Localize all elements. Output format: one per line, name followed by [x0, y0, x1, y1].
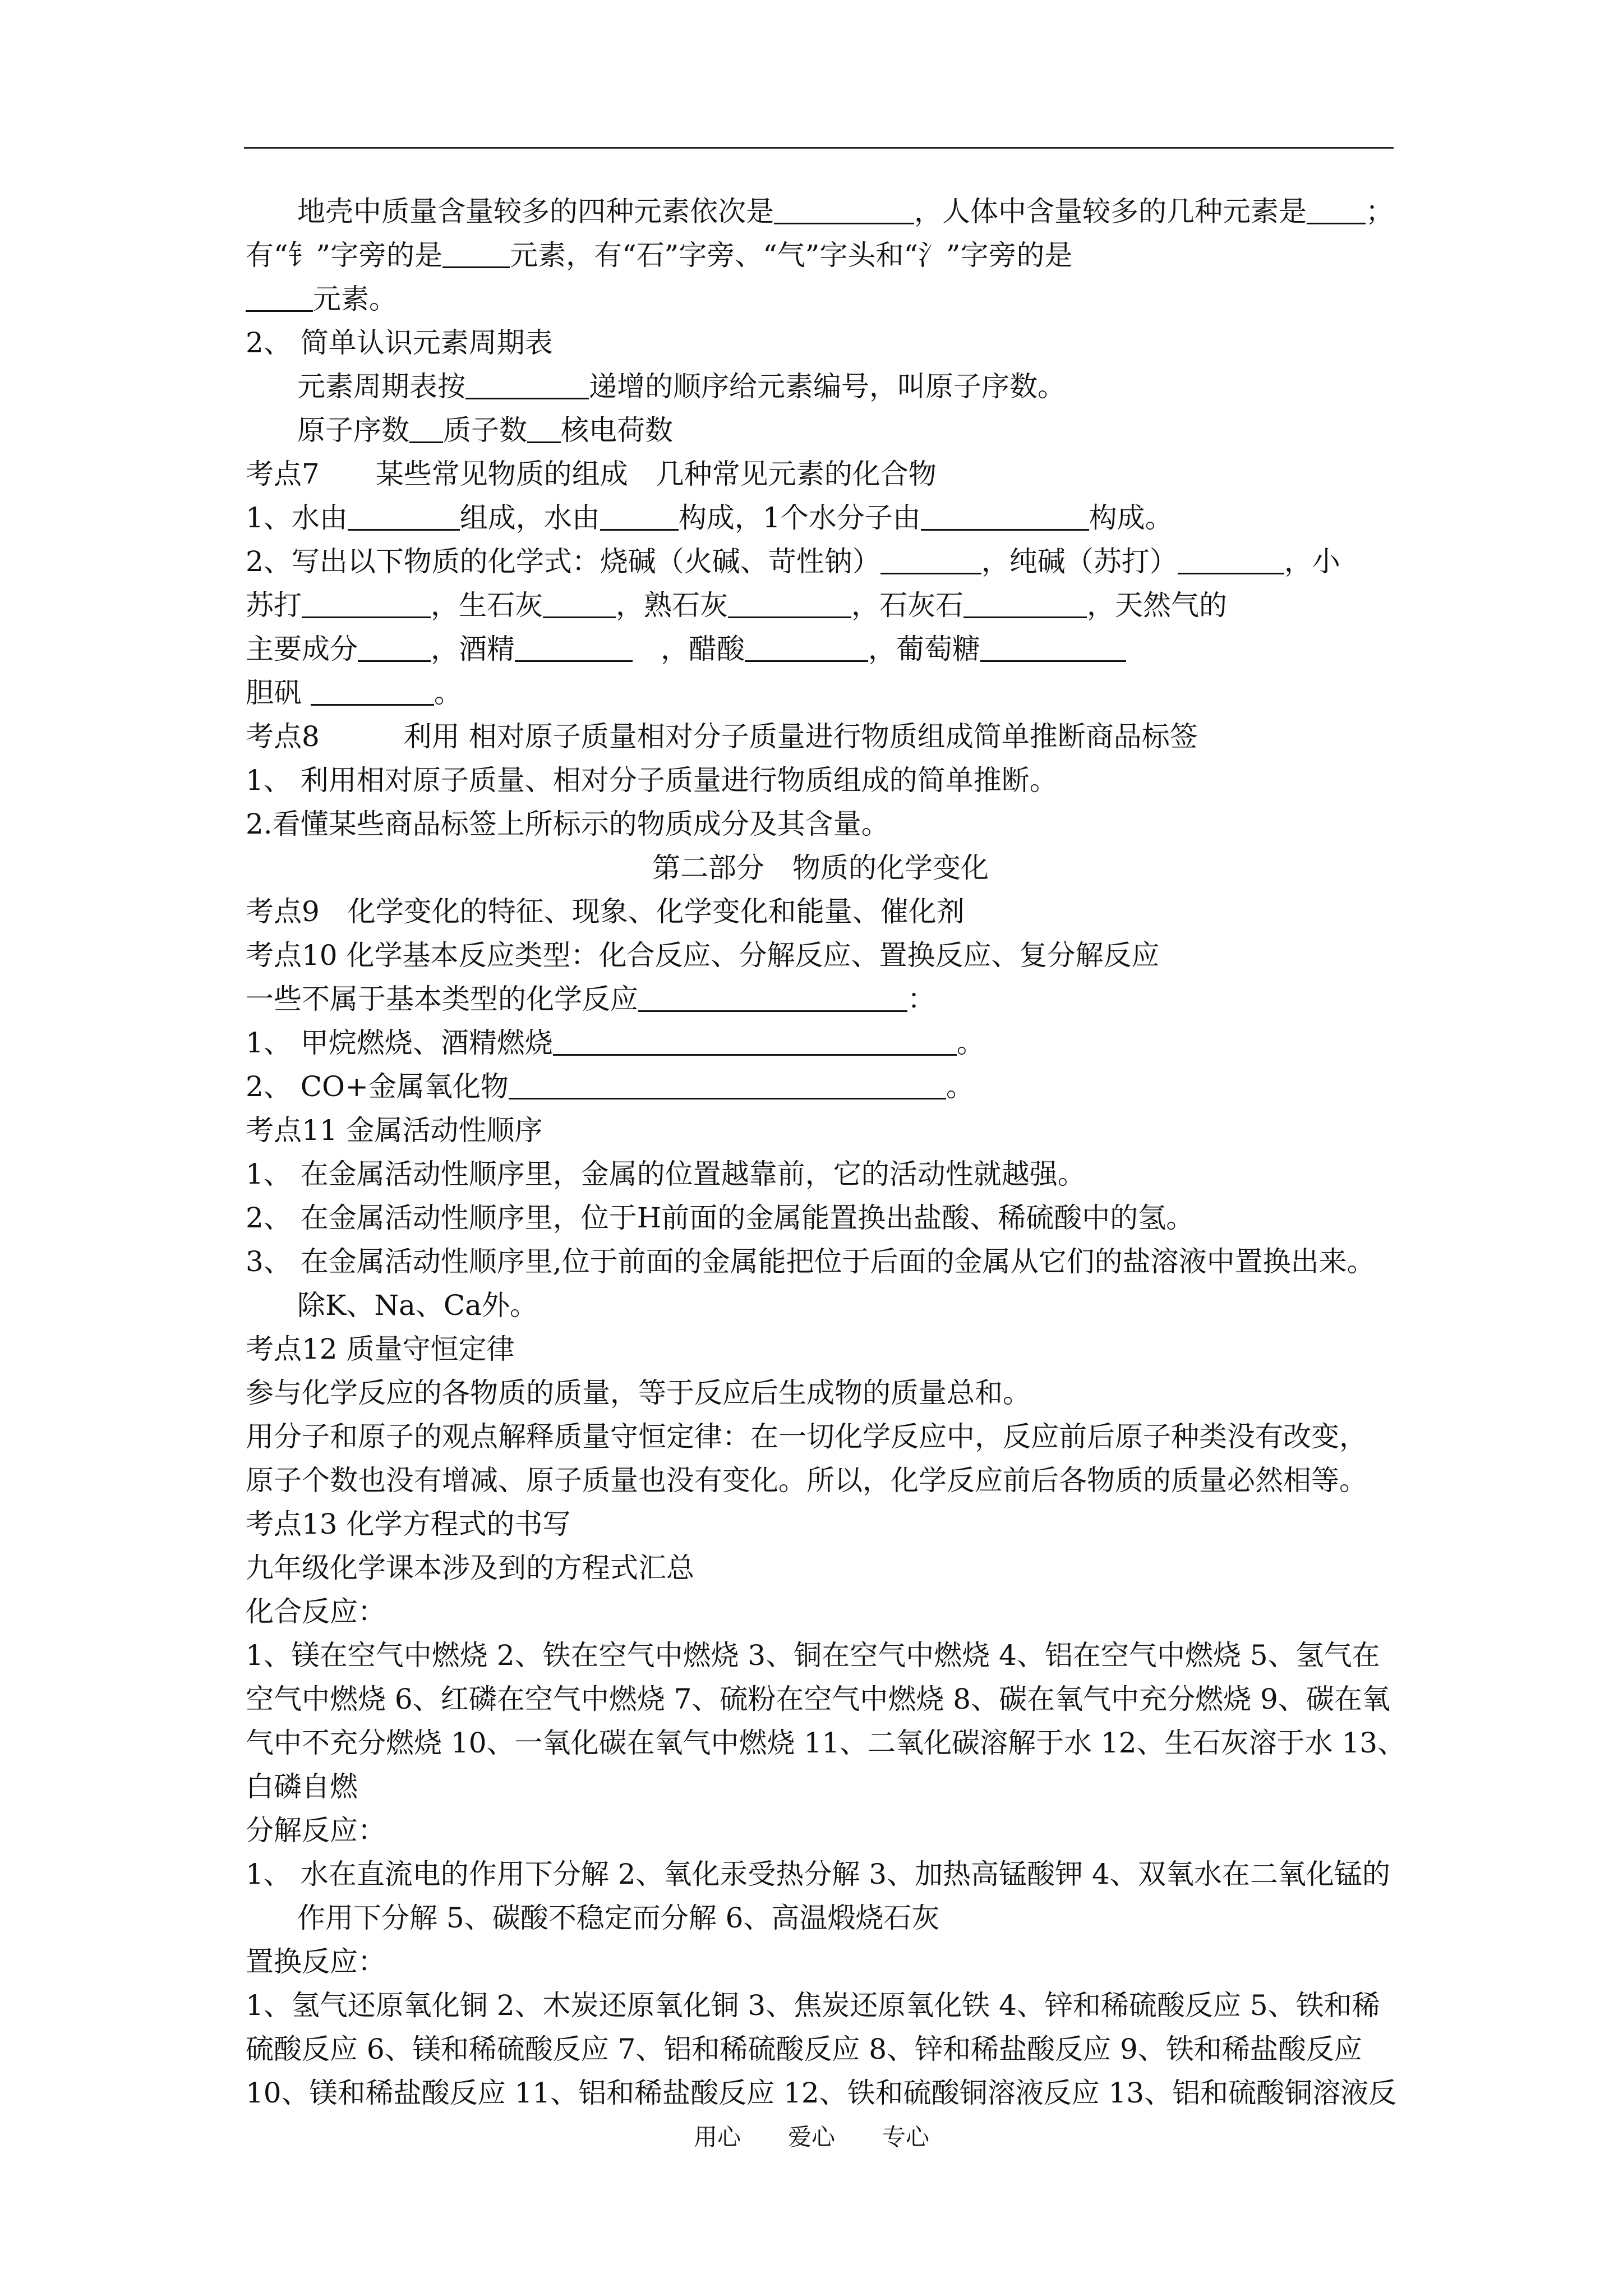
text-segment: 质子数: [443, 414, 527, 447]
text-line: [246, 890, 1395, 933]
text-segment: 白磷自燃: [246, 1770, 358, 1803]
fill-in-blank: [921, 501, 1089, 531]
text-segment: ，醋酸: [633, 633, 745, 665]
text-line: [246, 1502, 1395, 1546]
text-line: [246, 933, 1395, 977]
text-segment: 考点11 金属活动性顺序: [246, 1114, 543, 1147]
text-segment: ，纯碱（苏打）: [981, 545, 1178, 578]
text-line: [246, 190, 1395, 233]
text-line: [246, 1677, 1395, 1721]
text-segment: ：: [907, 983, 935, 1015]
text-line: [246, 1809, 1395, 1852]
text-segment: 参与化学反应的各物质的质量，等于反应后生成物的质量总和。: [246, 1377, 1031, 1409]
text-segment: 元素，有“石”字旁、“气”字头和“氵”字旁的是: [510, 239, 1073, 272]
fill-in-blank: [358, 632, 431, 662]
fill-in-blank: [509, 1070, 946, 1099]
text-line: [246, 802, 1395, 846]
text-line: [246, 1634, 1395, 1677]
header-rule: [244, 147, 1394, 149]
text-segment: 1、 甲烷燃烧、酒精燃烧: [246, 1027, 553, 1059]
text-line: [246, 846, 1395, 890]
text-line: [246, 408, 1395, 452]
text-line: [246, 2071, 1395, 2115]
fill-in-blank: [880, 545, 981, 574]
text-segment: 2.看懂某些商品标签上所标示的物质成分及其含量。: [246, 808, 889, 840]
text-segment: 原子序数: [297, 414, 409, 447]
text-segment: 1、 利用相对原子质量、相对分子质量进行物质组成的简单推断。: [246, 764, 1058, 797]
fill-in-blank: [553, 1026, 957, 1056]
text-segment: 空气中燃烧 6、红磷在空气中燃烧 7、硫粉在空气中燃烧 8、碳在氧气中充分燃烧 9、碳在氧: [246, 1683, 1390, 1715]
text-line: [246, 627, 1395, 671]
text-line: [246, 452, 1395, 496]
text-line: [246, 1327, 1395, 1371]
text-segment: 分解反应：: [246, 1814, 386, 1847]
text-line: [246, 1021, 1395, 1065]
text-line: [246, 977, 1395, 1021]
text-line: [246, 715, 1395, 758]
fill-in-blank: [1307, 195, 1366, 224]
fill-in-blank: [311, 676, 434, 706]
text-segment: ，小: [1284, 545, 1340, 578]
text-segment: 组成，水由: [459, 501, 600, 534]
text-segment: 。: [946, 1070, 974, 1103]
fill-in-blank: [745, 632, 868, 662]
page-footer: 用心 爱心 专心: [693, 2123, 929, 2151]
text-segment: 1、 水在直流电的作用下分解 2、氧化汞受热分解 3、加热高锰酸钾 4、双氧水在二氧化锰的: [246, 1858, 1390, 1890]
text-line: [246, 1152, 1395, 1196]
text-segment: 硫酸反应 6、镁和稀硫酸反应 7、铝和稀硫酸反应 8、锌和稀盐酸反应 9、铁和稀盐酸反应: [246, 2033, 1362, 2065]
text-segment: 构成，1个水分子由: [678, 501, 921, 534]
text-segment: 2、写出以下物质的化学式：烧碱（火碱、苛性钠）: [246, 545, 880, 578]
fill-in-blank: [1178, 545, 1284, 574]
text-segment: 2、 在金属活动性顺序里，位于H前面的金属能置换出盐酸、稀硫酸中的氢。: [246, 1202, 1195, 1234]
text-line: [246, 758, 1395, 802]
text-segment: 考点10 化学基本反应类型：化合反应、分解反应、置换反应、复分解反应: [246, 939, 1160, 972]
text-segment: 1、镁在空气中燃烧 2、铁在空气中燃烧 3、铜在空气中燃烧 4、铝在空气中燃烧 5、氢气在: [246, 1639, 1380, 1672]
text-line: [246, 1721, 1406, 1765]
text-segment: 递增的顺序给元素编号，叫原子序数。: [589, 370, 1066, 403]
text-segment: ，生石灰: [431, 589, 543, 622]
text-segment: ，熟石灰: [616, 589, 728, 622]
text-segment: 考点9 化学变化的特征、现象、化学变化和能量、催化剂: [246, 895, 965, 928]
text-line: [246, 1283, 1395, 1327]
text-segment: ，天然气的: [1087, 589, 1227, 622]
text-segment: ，人体中含量较多的几种元素是: [914, 195, 1307, 228]
fill-in-blank: [442, 238, 510, 268]
fill-in-blank: [348, 501, 460, 531]
fill-in-blank: [728, 588, 851, 618]
fill-in-blank: [600, 501, 679, 531]
fill-in-blank: [302, 588, 431, 618]
fill-in-blank: [246, 282, 313, 312]
fill-in-blank: [963, 588, 1087, 618]
text-line: [246, 1984, 1395, 2027]
text-segment: 10、镁和稀盐酸反应 11、铝和稀盐酸反应 12、铁和硫酸铜溶液反应 13、铝和硫酸铜溶液反: [246, 2077, 1397, 2109]
text-segment: 苏打: [246, 589, 302, 622]
text-line: [246, 365, 1395, 408]
text-segment: 有“钅”字旁的是: [246, 239, 443, 272]
text-segment: 第二部分 物质的化学变化: [652, 852, 989, 884]
fill-in-blank: [515, 632, 633, 662]
text-line: [246, 1852, 1395, 1896]
text-segment: 元素周期表按: [297, 370, 465, 403]
text-line: [246, 583, 1395, 627]
text-segment: ，石灰石: [851, 589, 963, 622]
text-segment: 1、水由: [246, 501, 348, 534]
text-line: [246, 1765, 1395, 1809]
fill-in-blank: [409, 413, 443, 443]
fill-in-blank: [543, 588, 616, 618]
text-segment: 核电荷数: [561, 414, 673, 447]
text-segment: 元素。: [313, 283, 397, 315]
text-segment: 主要成分: [246, 633, 358, 665]
text-line: [246, 1546, 1395, 1590]
text-line: [246, 1196, 1395, 1240]
text-line: [246, 321, 1395, 365]
fill-in-blank: [465, 370, 589, 399]
text-segment: 考点13 化学方程式的书写: [246, 1508, 571, 1540]
text-segment: 1、 在金属活动性顺序里，金属的位置越靠前，它的活动性就越强。: [246, 1158, 1086, 1190]
text-line: [246, 1415, 1395, 1458]
text-segment: 用分子和原子的观点解释质量守恒定律：在一切化学反应中，反应前后原子种类没有改变，: [246, 1420, 1367, 1453]
text-segment: 考点8 利用 相对原子质量相对分子质量进行物质组成简单推断商品标签: [246, 720, 1198, 753]
text-segment: 2、 CO+金属氧化物: [246, 1070, 509, 1103]
text-segment: 置换反应：: [246, 1945, 386, 1978]
document-body: [246, 190, 1406, 2115]
text-segment: ，葡萄糖: [868, 633, 980, 665]
fill-in-blank: [774, 195, 914, 224]
text-segment: 。: [956, 1027, 985, 1059]
fill-in-blank: [527, 413, 561, 443]
text-line: [246, 233, 1395, 277]
text-segment: 气中不充分燃烧 10、一氧化碳在氧气中燃烧 11、二氧化碳溶解于水 12、生石灰溶于水 13、: [246, 1727, 1406, 1759]
text-segment: 化合反应：: [246, 1595, 386, 1628]
text-line: [246, 671, 1395, 715]
text-line: [246, 1458, 1395, 1502]
text-segment: 考点7 某些常见物质的组成 几种常见元素的化合物: [246, 458, 937, 490]
text-segment: 构成。: [1089, 501, 1173, 534]
fill-in-blank: [980, 632, 1126, 662]
text-segment: 3、 在金属活动性顺序里,位于前面的金属能把位于后面的金属从它们的盐溶液中置换出来。: [246, 1245, 1375, 1278]
text-segment: ，酒精: [431, 633, 515, 665]
text-segment: 作用下分解 5、碳酸不稳定而分解 6、高温煅烧石灰: [297, 1902, 940, 1934]
text-segment: 。: [434, 677, 462, 709]
text-line: [246, 540, 1395, 583]
text-segment: 胆矾: [246, 677, 311, 709]
text-line: [246, 1240, 1395, 1283]
text-segment: 原子个数也没有增减、原子质量也没有变化。所以，化学反应前后各物质的质量必然相等。: [246, 1464, 1367, 1497]
text-line: [246, 2027, 1395, 2071]
text-line: [246, 1590, 1395, 1634]
text-line: [246, 277, 1395, 321]
text-line: [246, 1896, 1395, 1940]
text-segment: 九年级化学课本涉及到的方程式汇总: [246, 1552, 694, 1584]
text-line: [246, 496, 1395, 540]
text-segment: 2、 简单认识元素周期表: [246, 326, 553, 359]
text-line: [246, 1108, 1395, 1152]
text-line: [246, 1371, 1395, 1415]
text-segment: 一些不属于基本类型的化学反应: [246, 983, 638, 1015]
text-line: [246, 1065, 1395, 1108]
text-segment: 考点12 质量守恒定律: [246, 1333, 515, 1365]
text-segment: 除K、Na、Ca外。: [297, 1289, 538, 1322]
fill-in-blank: [638, 982, 907, 1012]
text-segment: ；: [1366, 195, 1394, 228]
text-line: [246, 1940, 1395, 1984]
text-segment: 地壳中质量含量较多的四种元素依次是: [297, 195, 774, 228]
text-segment: 1、氢气还原氧化铜 2、木炭还原氧化铜 3、焦炭还原氧化铁 4、锌和稀硫酸反应 5、铁和稀: [246, 1989, 1380, 2022]
